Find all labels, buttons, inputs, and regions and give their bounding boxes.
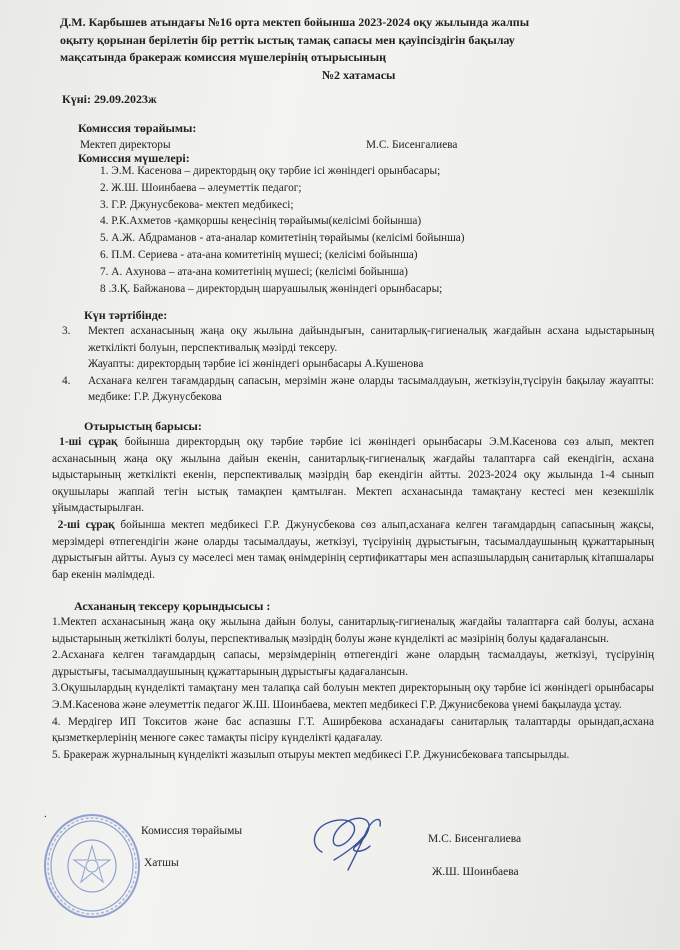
member-item: 1. Э.М. Касенова – директордың оқу тәрбие ісі жөніндегі орынбасары; [100, 165, 441, 177]
conclusion-list [52, 614, 654, 763]
meeting-date: Күні: 29.09.2023ж [62, 92, 157, 106]
document-title [60, 14, 640, 84]
question-1-text: бойынша директордың оқу тәрбие тәрбие ісі жөніндегі орынбасары Э.М.Касенова сөз алып, мектеп асханасының жаңа оқу жылына дайын екенін, санитарлық-гигиеналық жағдайы талаптарға сай екендігін, асхана ыдыстарының жеткілікті екенін, перспективалық мәзірдің бар екендігін айтты. 2023-2024 оқу жылында 1-4 сынып оқушылары жаппай тегін ыстық тамақпен қамтылған. Мектеп асханасында тамақтану кестесі мен кезекшілік ұйымдастырылған. [52, 436, 655, 515]
chair-heading: Комиссия төрайымы: [78, 121, 197, 135]
agenda-item-3-number: 3. [62, 325, 71, 337]
chair-name: М.С. Бисенгалиева [366, 139, 458, 151]
school-seal-image [40, 808, 140, 920]
title-line-3: мақсатында бракераж комиссия мүшелерінің отырысының [60, 50, 386, 64]
handwritten-signature-image [304, 806, 390, 872]
agenda-heading: Күн тәртібінде: [84, 308, 168, 322]
conclusion-item: 2.Асханаға келген тағамдардың сапасы, мерзімдерінің өтпегендігі және олардың тасмалдауы, жеткізуі, түсіруінің дұрыстығы, тасымалдаушының құжаттарының дұрыстығы қадағалансын. [52, 649, 654, 678]
agenda-item-3 [62, 323, 654, 356]
agenda-item-4-text: Асханаға келген тағамдардың сапасын, мерзімін және оларды тасымалдауын, жеткізуін,түсіруін бақылау жауапты: медбике: Г.Р. Джунусбекова [88, 374, 654, 404]
members-heading: Комиссия мүшелері: [78, 151, 190, 165]
question-1-paragraph [52, 434, 654, 517]
title-line-1: Д.М. Карбышев атындағы №16 орта мектеп бойынша 2023-2024 оқу жылында жалпы [60, 15, 530, 29]
members-list [100, 166, 620, 300]
agenda-item-4-number: 4. [62, 374, 71, 387]
chair-signature-name: М.С. Бисенгалиева [428, 833, 522, 845]
proceedings-heading: Отырыстың барысы: [84, 419, 202, 433]
secretary-signature-name: Ж.Ш. Шоинбаева [432, 866, 519, 878]
stray-mark: . [44, 808, 47, 820]
question-2-paragraph [52, 517, 654, 583]
chair-signature-label: Комиссия төрайымы [141, 825, 243, 837]
member-item: 6. П.М. Сериева - ата-ана комитетінің мүшесі; (келісімі бойынша) [100, 248, 418, 261]
member-item: 7. А. Ахунова – ата-ана комитетінің мүшесі; (келісімі бойынша) [100, 265, 408, 278]
conclusion-item: 5. Бракераж журналының күнделікті жазылып отыруы мектеп медбикесі Г.Р. Джунисбековаға тапсырылды. [52, 748, 570, 761]
chair-position: Мектеп директоры [80, 139, 171, 151]
member-item: 8 .З.Қ. Байжанова – директордың шаруашылық жөніндегі орынбасары; [100, 282, 443, 295]
title-line-2: оқыту қорынан берілетін бір реттік ыстық тамақ сапасы мен қауіпсіздігін бақылау [60, 32, 515, 47]
member-item: 3. Г.Р. Джунусбекова- мектеп медбикесі; [100, 198, 294, 211]
agenda-item-3-responsible: Жауапты: директордың тәрбие ісі жөніндегі орынбасары А.Кушенова [88, 358, 424, 371]
agenda-item-4 [62, 373, 654, 406]
conclusion-item: 3.Оқушылардың күнделікті тамақтану мен талапқа сай болуын мектеп директорының оқу тәрбие ісі жөніндегі орынбасары Э.М.Касенова және әлеуметтік педагог Ж.Ш. Шоинбаева, мектеп медбикесі Г.Р. Джунисбекова үнемі бақылауда ұстау. [52, 682, 654, 711]
proceedings-body [52, 434, 654, 583]
question-2-text: бойынша мектеп медбикесі Г.Р. Джунусбекова сөз алып,асханаға келген тағамдардың сапасының жақсы, мерзімдері өтпегендігін және оларды тасымалдауы, жеткізуі, түсіруінің дұрыстығын, тасымалдаушының құжаттарының дұрыстығын айтты. Ауыз су мәселесі мен тамақ өнімдерінің сертификаттары мен аспазшылардың санитарлық кітапшалары бар екенін мәлімдеді. [52, 518, 654, 581]
agenda-item-3-text: Мектеп асханасының жаңа оқу жылына дайындығын, санитарлық-гигиеналық жағдайын асхана ыдыстарының жеткілікті болуын, перспективалық мәзірді тексеру. [88, 325, 654, 354]
member-item: 2. Ж.Ш. Шоинбаева – әлеуметтік педагог; [100, 181, 302, 194]
secretary-signature-label: Хатшы [144, 857, 179, 869]
conclusion-heading: Асхананың тексеру қорындысысы : [74, 599, 271, 613]
question-1-label: 1-ші сұрақ [59, 436, 118, 448]
title-line-4: №2 хатамасы [322, 67, 396, 82]
conclusion-item: 1.Мектеп асханасының жаңа оқу жылына дайын болуы, санитарлық-гигиеналық жағдайы талаптарға сай болуы, асхана ыдыстарының жеткілікті болуы, перспективалық мәзірдің болуы және күнделікті ас мәзірінің болуы қадағалансын. [52, 616, 654, 645]
member-item: 5. А.Ж. Абдраманов - ата-аналар комитетінің төрайымы (келісімі бойынша) [100, 232, 465, 245]
member-item: 4. Р.К.Ахметов -қамқоршы кеңесінің төрайымы(келісімі бойынша) [100, 215, 422, 228]
question-2-label: 2-ші сұрақ [57, 518, 115, 531]
agenda-list [62, 323, 654, 406]
conclusion-item: 4. Мердігер ИП Токситов және бас аспазшы Г.Т. Аширбекова асханадағы санитарлық талаптарды орындап,асхана қызметкерлерінің менюге сәкес тамақты пісіру күнделікті қадағалау. [52, 715, 654, 745]
